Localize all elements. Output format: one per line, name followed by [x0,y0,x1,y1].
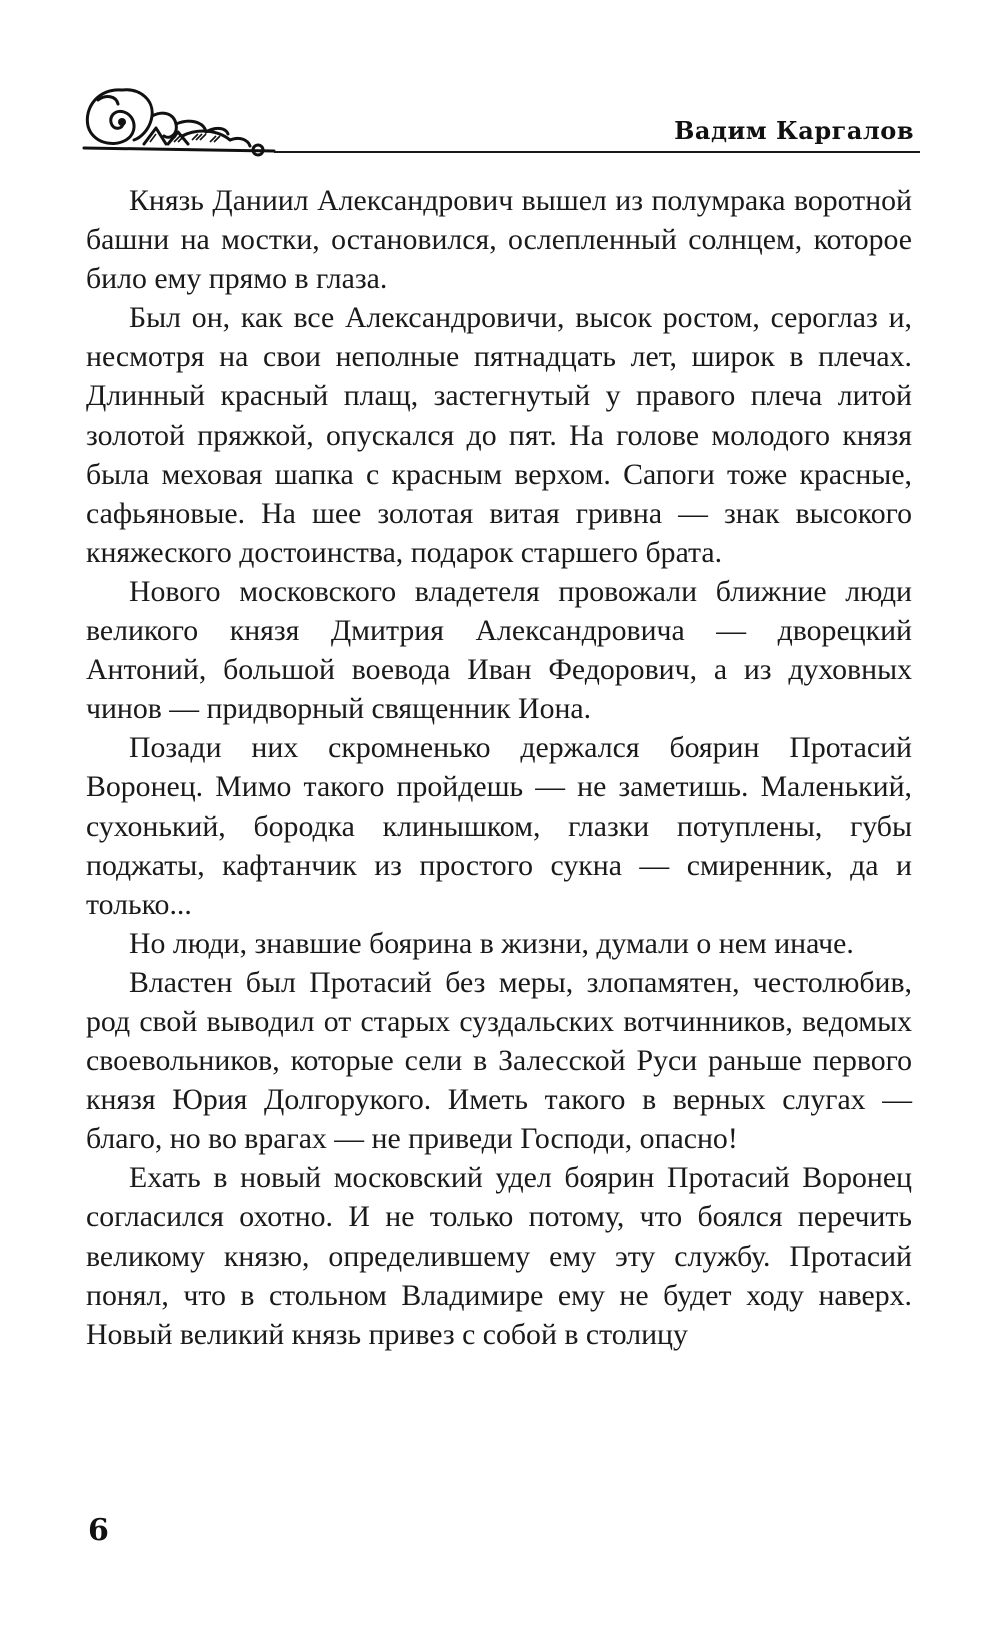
page-header [78,78,920,158]
paragraph: Князь Даниил Александрович вышел из полумрака воротной башни на мостки, остановился, ослепленный солнцем, которое било ему прямо в глаза. [86,184,912,296]
paragraph: Ехать в новый московский удел боярин Протасий Воронец согласился охотно. И не только потому, что боялся перечить великому князю, определившему ему эту службу. Протасий понял, что в стольном Владимире ему не будет ходу наверх. Новый великий князь привез с собой в столицу [86,1161,912,1351]
running-head-author: Вадим Каргалов [674,116,914,145]
paragraph: Нового московского владетеля провожали ближние люди великого князя Дмитрия Александровича — дворецкий Антоний, большой воевода Иван Федорович, а из духовных чинов — придворный священник Иона. [86,574,912,726]
page-number: 6 [88,1513,109,1548]
paragraph: Позади них скромненько держался боярин Протасий Воронец. Мимо такого пройдешь — не заметишь. Маленький, сухонький, бородка клинышком, глазки потуплены, губы поджаты, кафтанчик из простого сукна — смиренник, да и только... [86,731,912,921]
body-text [86,181,912,1354]
paragraph: Был он, как все Александровичи, высок ростом, сероглаз и, несмотря на свои неполные пятнадцать лет, широк в плечах. Длинный красный плащ, застегнутый у правого плеча литой золотой пряжкой, опускался до пят. На голове молодого князя была меховая шапка с красным верхом. Сапоги тоже красные, сафьяновые. На шее золотая витая гривна — знак высокого княжеского достоинства, подарок старшего брата. [86,301,912,569]
paragraph: Но люди, знавшие боярина в жизни, думали о нем иначе. [129,926,854,960]
header-rule [274,151,920,153]
paragraph: Властен был Протасий без меры, злопамятен, честолюбив, род свой выводил от старых суздальских вотчинников, ведомых своевольников, которые сели в Залесской Руси раньше первого князя Юрия Долгорукого. Иметь такого в верных слугах — благо, но во врагах — не приведи Господи, опасно! [86,965,912,1156]
scroll-ornament-icon [78,78,278,158]
